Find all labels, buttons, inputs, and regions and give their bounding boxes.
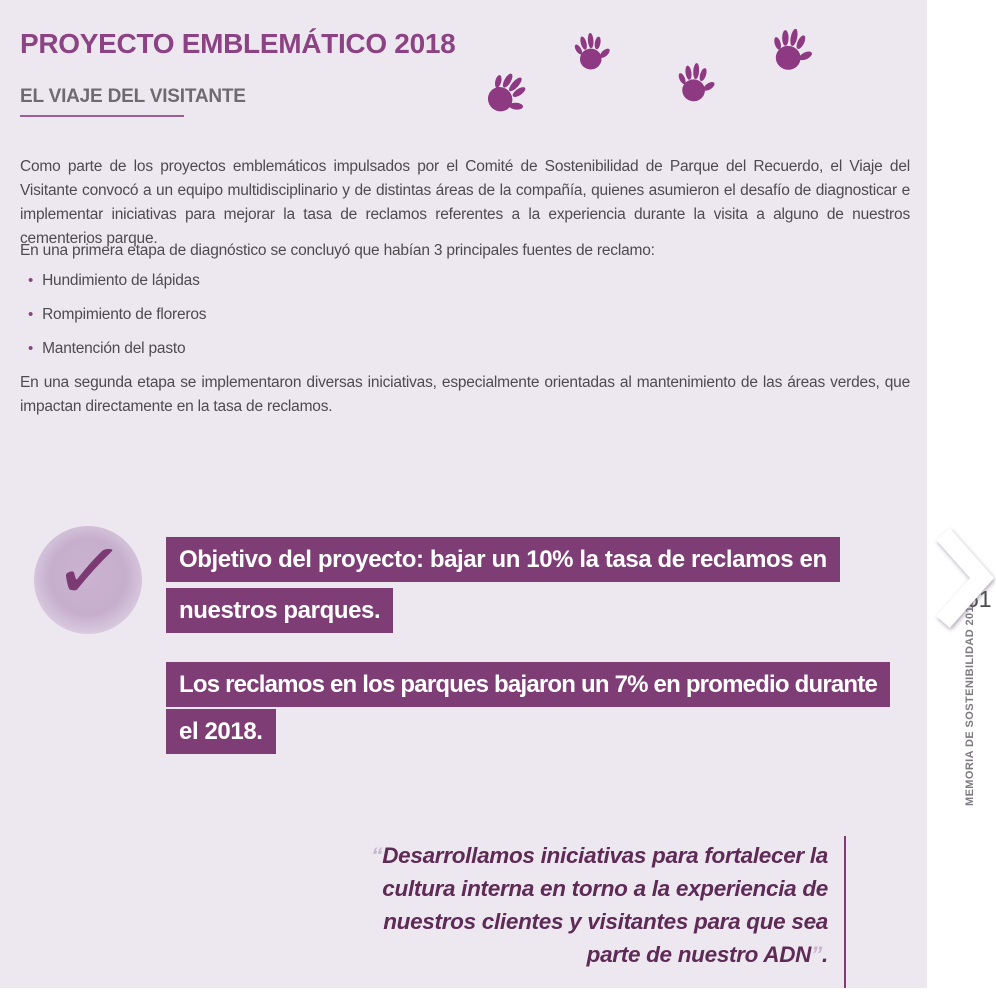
- quote-line: parte de nuestro ADN: [586, 942, 812, 967]
- intro-paragraph: Como parte de los proyectos emblemáticos impulsados por el Comité de Sostenibilidad de Parque del Recuerdo, el Viaje del Visitante convocó a un equipo multidisciplinario y de distintas áreas de la compañía, quienes asumieron el desafío de diagnosticar e implementar iniciativas para mejorar la tasa de reclamos referentes a la experiencia durante la visita a alguno de nuestros cementerios parque.: [20, 158, 910, 247]
- quote-line: Desarrollamos iniciativas para fortalecer la: [382, 843, 828, 868]
- close-quote-mark: ”: [811, 942, 823, 967]
- second-stage-paragraph: En una segunda etapa se implementaron diversas iniciativas, especialmente orientadas al mantenimiento de las áreas verdes, que impactan directamente en la tasa de reclamos.: [20, 374, 910, 415]
- complaint-sources-list: [28, 270, 206, 372]
- bullet-icon: •: [28, 340, 34, 357]
- handprint-icon: [672, 57, 717, 108]
- report-vertical-label: MEMORIA DE SOSTENIBILIDAD 2018: [964, 599, 976, 806]
- open-quote-mark: “: [371, 843, 383, 868]
- list-item: [28, 338, 206, 359]
- pull-quote: [300, 839, 828, 971]
- list-item-label: Rompimiento de floreros: [42, 306, 207, 323]
- result-highlight-line1: Los reclamos en los parques bajaron un 7% en promedio durante: [166, 662, 890, 707]
- handprint-icon: [569, 27, 612, 76]
- result-highlight-line2: el 2018.: [166, 709, 276, 754]
- bullet-icon: •: [28, 306, 34, 323]
- objective-highlight-line2: nuestros parques.: [166, 588, 393, 633]
- quote-line: cultura interna en torno a la experiencia de: [382, 876, 828, 901]
- list-item: [28, 304, 206, 325]
- checkmark-icon: ✓: [49, 518, 130, 624]
- checkmark-badge: [34, 518, 142, 634]
- list-item-label: Hundimiento de lápidas: [42, 272, 200, 289]
- list-item-label: Mantención del pasto: [42, 340, 186, 357]
- bullet-icon: •: [28, 272, 34, 289]
- page-subtitle: EL VIAJE DEL VISITANTE: [20, 86, 246, 107]
- subtitle-underline: [20, 115, 184, 117]
- list-item: [28, 270, 206, 291]
- page-title: PROYECTO EMBLEMÁTICO 2018: [20, 28, 456, 59]
- diagnosis-paragraph: En una primera etapa de diagnóstico se concluyó que habían 3 principales fuentes de reclamo:: [20, 242, 655, 259]
- quote-period: .: [822, 942, 828, 967]
- page-number: 61: [966, 586, 992, 612]
- quote-vertical-rule: [844, 836, 846, 988]
- chevron-right-icon[interactable]: [934, 526, 994, 635]
- right-sidebar: [927, 0, 996, 995]
- objective-highlight-line1: Objetivo del proyecto: bajar un 10% la tasa de reclamos en: [166, 537, 840, 582]
- quote-line: nuestros clientes y visitantes para que sea: [383, 909, 828, 934]
